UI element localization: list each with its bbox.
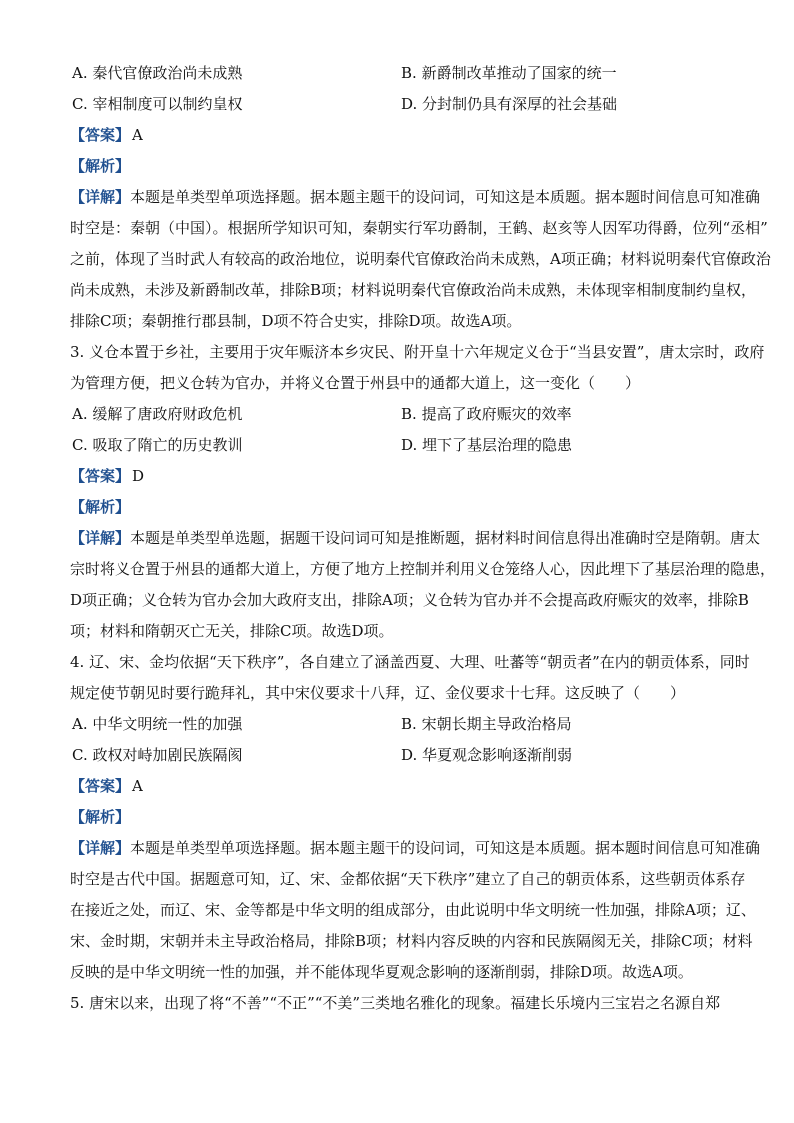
answer-line xyxy=(70,771,730,802)
text-line: 为管理方便，把义仓转为官办，并将义仓置于州县中的通都大道上，这一变化（ ） xyxy=(70,374,641,392)
text-line: 宋、金时期，宋朝并未主导政治格局，排除B项；材料内容反映的内容和民族隔阂无关，排除C项；材料 xyxy=(70,932,753,950)
option-a[interactable]: A. 秦代官僚政治尚未成熟 xyxy=(72,64,243,82)
text-line: 时空是古代中国。据题意可知，辽、宋、金都依据“天下秩序”建立了自己的朝贡体系，这些朝贡体系存 xyxy=(70,870,746,888)
text-line: 宗时将义仓置于州县的通都大道上，方便了地方上控制并利用义仓笼络人心，因此埋下了基层治理的隐患， xyxy=(70,560,776,578)
options-row xyxy=(70,709,730,740)
option-c[interactable]: C. 政权对峙加剧民族隔阂 xyxy=(72,746,243,764)
text-line: 【详解】本题是单类型单项选择题。据本题主题干的设问词，可知这是本质题。据本题时间信息可知准确 xyxy=(70,188,761,206)
analysis-heading: 【解析】 xyxy=(70,498,131,516)
text-line: 尚未成熟，未涉及新爵制改革，排除B项；材料说明秦代官僚政治尚未成熟，未体现宰相制度制约皇权， xyxy=(70,281,757,299)
text-line: 4. 辽、宋、金均依据“天下秩序”，各自建立了涵盖西夏、大理、吐蕃等“朝贡者”在内的朝贡体系，同时 xyxy=(70,653,750,671)
options-row xyxy=(70,740,730,771)
option-b[interactable]: B. 宋朝长期主导政治格局 xyxy=(401,715,572,733)
option-d[interactable]: D. 华夏观念影响逐渐削弱 xyxy=(401,746,573,764)
text-line: 【详解】本题是单类型单选题，据题干设问词可知是推断题，据材料时间信息得出准确时空是隋朝。唐太 xyxy=(70,529,761,547)
option-b[interactable]: B. 新爵制改革推动了国家的统一 xyxy=(401,64,617,82)
options-row xyxy=(70,89,730,120)
text-line: 项；材料和隋朝灭亡无关，排除C项。故选D项。 xyxy=(70,622,394,640)
option-b[interactable]: B. 提高了政府赈灾的效率 xyxy=(401,405,572,423)
detail-paragraph xyxy=(70,833,761,988)
question-5-stem xyxy=(70,988,730,1019)
answer-line xyxy=(70,120,730,151)
text-line: 5. 唐宋以来，出现了将“不善”“不正”“不美”三类地名雅化的现象。福建长乐境内三宝岩之名源自郑 xyxy=(70,994,721,1012)
options-row xyxy=(70,58,730,89)
detail-tag: 【详解】 xyxy=(70,188,131,206)
option-d[interactable]: D. 埋下了基层治理的隐患 xyxy=(401,436,573,454)
option-a[interactable]: A. 缓解了唐政府财政危机 xyxy=(72,405,243,423)
answer-value: A xyxy=(132,126,143,144)
analysis-heading: 【解析】 xyxy=(70,808,131,826)
detail-paragraph xyxy=(70,523,776,647)
question-4-stem xyxy=(70,647,750,709)
answer-tag: 【答案】 xyxy=(70,126,131,144)
question-3-stem xyxy=(70,337,765,399)
text-line: 在接近之处，而辽、宋、金等都是中华文明的组成部分，由此说明中华文明统一性加强，排除A项；辽、 xyxy=(70,901,756,919)
text-line: 规定使节朝见时要行跪拜礼，其中宋仪要求十八拜，辽、金仪要求十七拜。这反映了（ ） xyxy=(70,684,686,702)
option-a[interactable]: A. 中华文明统一性的加强 xyxy=(72,715,243,733)
options-row xyxy=(70,430,730,461)
answer-line xyxy=(70,461,730,492)
option-d[interactable]: D. 分封制仍具有深厚的社会基础 xyxy=(401,95,618,113)
text-line: 反映的是中华文明统一性的加强，并不能体现华夏观念影响的逐渐削弱，排除D项。故选A项。 xyxy=(70,963,693,981)
detail-tag: 【详解】 xyxy=(70,839,131,857)
text-line: 之前，体现了当时武人有较高的政治地位，说明秦代官僚政治尚未成熟，A项正确；材料说明秦代官僚政治 xyxy=(70,250,771,268)
text-line: 【详解】本题是单类型单项选择题。据本题主题干的设问词，可知这是本质题。据本题时间信息可知准确 xyxy=(70,839,761,857)
answer-value: A xyxy=(132,777,143,795)
text-line: 时空是：秦朝（中国）。根据所学知识可知，秦朝实行军功爵制，王鹤、赵亥等人因军功得爵，位列“丞相” xyxy=(70,219,768,237)
answer-tag: 【答案】 xyxy=(70,777,131,795)
options-row xyxy=(70,399,730,430)
answer-tag: 【答案】 xyxy=(70,467,131,485)
document-page xyxy=(70,58,776,1019)
option-c[interactable]: C. 宰相制度可以制约皇权 xyxy=(72,95,243,113)
detail-tag: 【详解】 xyxy=(70,529,131,547)
option-c[interactable]: C. 吸取了隋亡的历史教训 xyxy=(72,436,243,454)
text-line: 3. 义仓本置于乡社，主要用于灾年赈济本乡灾民、附开皇十六年规定义仓于“当县安置”，唐太宗时，政府 xyxy=(70,343,765,361)
text-line: D项正确；义仓转为官办会加大政府支出，排除A项；义仓转为官办并不会提高政府赈灾的效率，排除B xyxy=(70,591,749,609)
analysis-heading: 【解析】 xyxy=(70,157,131,175)
detail-paragraph xyxy=(70,182,771,337)
text-line: 排除C项；秦朝推行郡县制，D项不符合史实，排除D项。故选A项。 xyxy=(70,312,522,330)
answer-value: D xyxy=(132,467,145,485)
